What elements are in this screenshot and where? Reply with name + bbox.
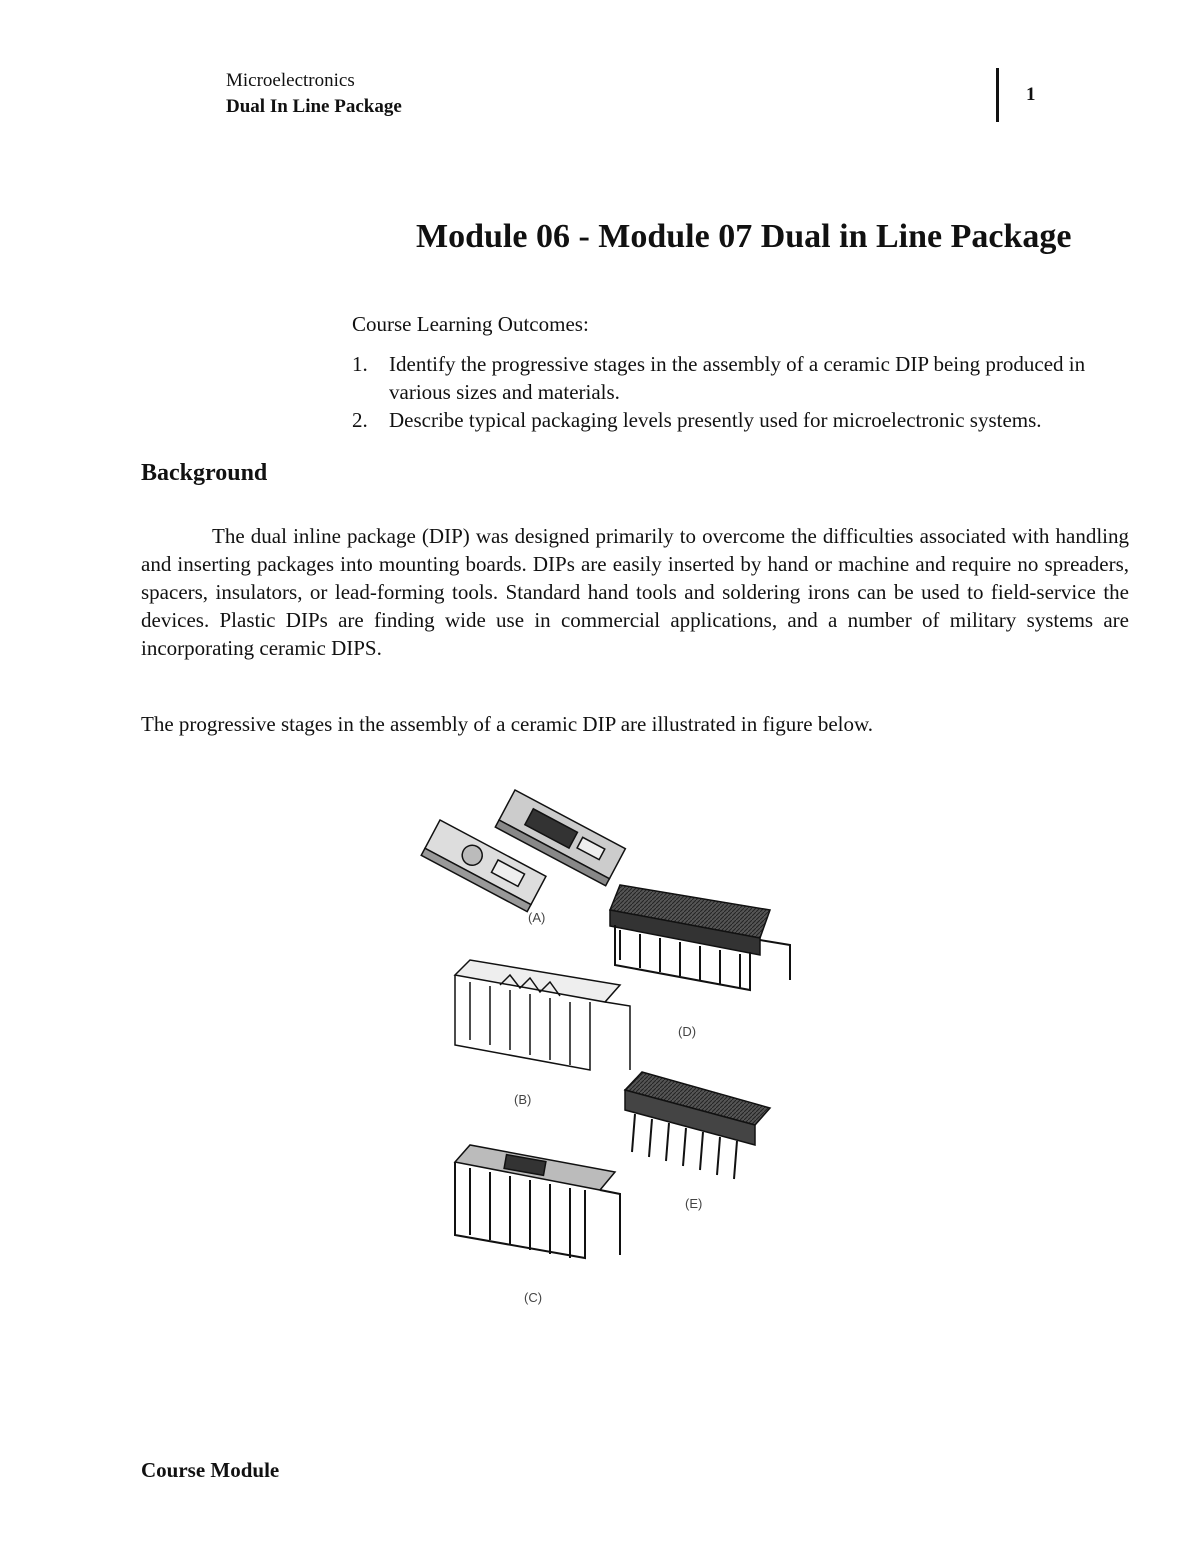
outcome-item (352, 350, 1112, 406)
stage-a-illustration (421, 790, 625, 912)
stage-d-illustration (610, 885, 790, 990)
stage-b-illustration (455, 960, 630, 1070)
outcomes-list (352, 350, 1112, 434)
label-b: (B) (514, 1092, 532, 1107)
label-e: (E) (685, 1196, 703, 1211)
page-title: Module 06 - Module 07 Dual in Line Package (416, 218, 1072, 255)
outcome-text: Describe typical packaging levels presently used for microelectronic systems. (389, 408, 1042, 432)
header-divider (996, 68, 999, 122)
dip-assembly-figure (420, 780, 820, 1310)
stage-c-illustration (455, 1145, 620, 1258)
label-c: (C) (524, 1290, 543, 1305)
stage-e-illustration (625, 1072, 770, 1179)
outcome-number: 1. (352, 352, 368, 376)
label-d: (D) (678, 1024, 697, 1039)
background-heading: Background (141, 460, 268, 486)
footer-course-module: Course Module (141, 1458, 280, 1482)
background-paragraph: The dual inline package (DIP) was designed primarily to overcome the difficulties associated with handling and inserting packages into mounting boards. DIPs are easily inserted by hand or machine and require no spreaders, spacers, insulators, or lead-forming tools. Standard hand tools and soldering irons can be used to field-service the devices. Plastic DIPs are finding wide use in commercial applications, and a number of military systems are incorporating ceramic DIPS. (141, 524, 1129, 660)
outcome-item (352, 406, 1112, 434)
outcome-text: Identify the progressive stages in the assembly of a ceramic DIP being produced in various sizes and materials. (389, 352, 1086, 404)
figure-intro: The progressive stages in the assembly of a ceramic DIP are illustrated in figure below. (141, 712, 874, 736)
outcome-number: 2. (352, 408, 368, 432)
header-course: Microelectronics (226, 70, 355, 91)
page-number: 1 (1026, 84, 1036, 105)
label-a: (A) (528, 910, 546, 925)
header-topic: Dual In Line Package (226, 96, 402, 117)
outcomes-label: Course Learning Outcomes: (352, 312, 589, 336)
